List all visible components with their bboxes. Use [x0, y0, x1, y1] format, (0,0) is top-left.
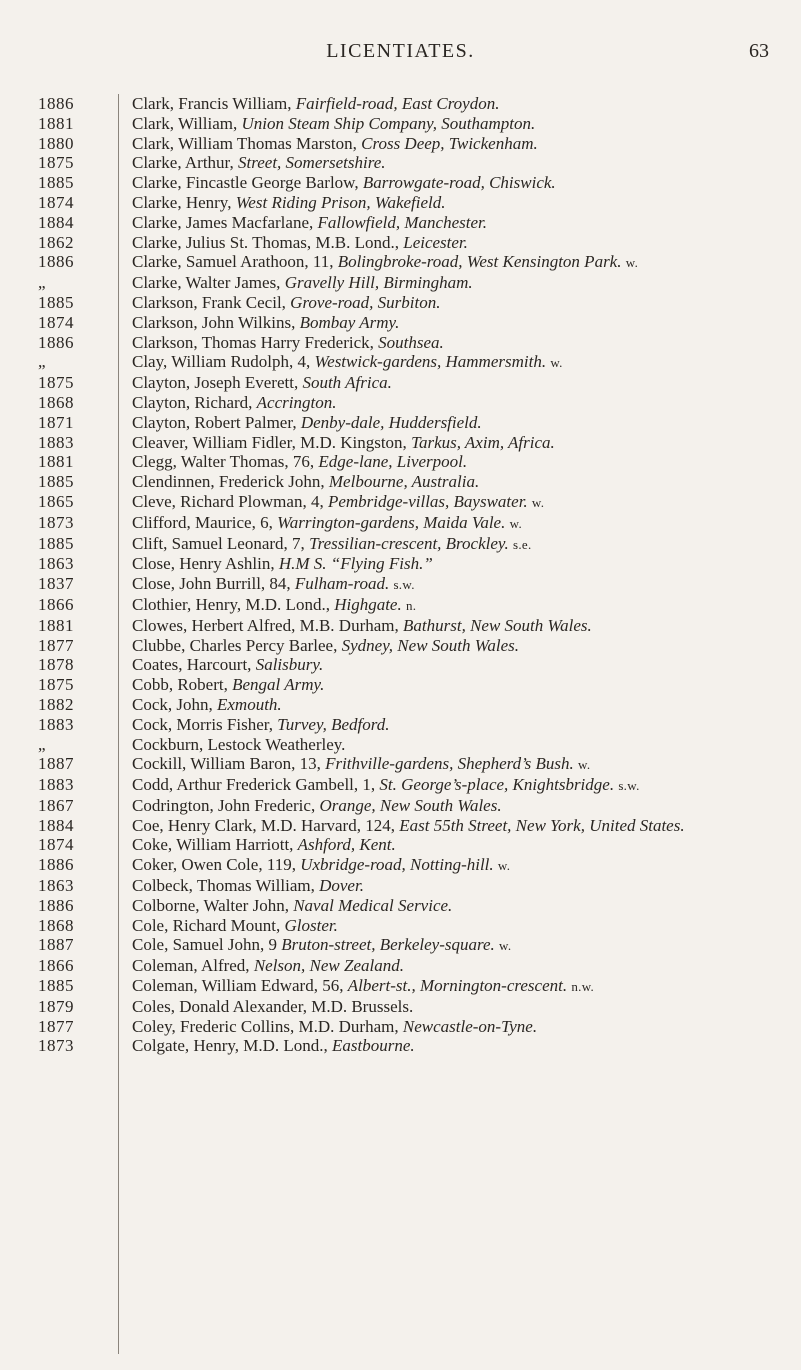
entry-address: Sydney, New South Wales.: [341, 635, 519, 655]
entry-text: [132, 233, 792, 253]
entry-text: [132, 715, 792, 735]
entry-text: [132, 574, 792, 595]
list-item: [0, 492, 801, 513]
list-item: [0, 715, 801, 735]
entry-address: Gloster.: [284, 915, 338, 935]
entry-text: [132, 134, 792, 154]
entry-year: 1880: [38, 133, 74, 153]
entry-address: Leicester.: [403, 232, 468, 252]
entry-postal-district: s.w.: [393, 577, 415, 593]
entry-text: [132, 333, 792, 353]
entry-name: Coles, Donald Alexander, M.D. Brussels.: [132, 996, 414, 1016]
entry-name: Cleve, Richard Plowman, 4,: [132, 491, 328, 511]
entry-text: [132, 595, 792, 616]
entry-year: 1874: [38, 312, 74, 332]
entry-address: Bathurst, New South Wales.: [403, 615, 592, 635]
entry-text: [132, 153, 792, 173]
list-item: [0, 413, 801, 433]
list-item: [0, 735, 801, 755]
entry-year: 1883: [38, 432, 74, 452]
entry-name: Coker, Owen Cole, 119,: [132, 855, 301, 875]
list-item: [0, 916, 801, 936]
entry-address: Bruton-street, Berkeley-square.: [281, 935, 495, 955]
entry-name: Cock, John,: [132, 694, 217, 714]
list-item: [0, 876, 801, 896]
entry-address: Fulham-road.: [294, 574, 390, 594]
entry-name: Clarke, Henry,: [132, 192, 236, 212]
entry-postal-district: s.w.: [618, 778, 640, 794]
page-number: 63: [749, 40, 769, 62]
entry-name: Cole, Samuel John, 9: [132, 935, 282, 955]
entry-year: 1863: [38, 554, 74, 574]
entry-year: 1881: [38, 113, 74, 133]
entry-year: 1879: [38, 996, 74, 1016]
entry-year: 1875: [38, 675, 74, 695]
entry-name: Coleman, William Edward, 56,: [132, 976, 348, 996]
entry-text: [132, 935, 792, 956]
entry-address: Union Steam Ship Company, Southampton.: [241, 113, 536, 133]
entry-name: Colbeck, Thomas William,: [132, 876, 320, 896]
list-item: [0, 233, 801, 253]
entry-year: 1873: [38, 1036, 74, 1056]
list-item: [0, 134, 801, 154]
entry-address: Uxbridge-road, Notting-hill.: [300, 855, 494, 875]
list-item: [0, 433, 801, 453]
list-item: [0, 896, 801, 916]
entry-name: Colborne, Walter John,: [132, 895, 294, 915]
entry-name: Clift, Samuel Leonard, 7,: [132, 533, 310, 553]
entry-postal-district: w.: [497, 858, 511, 874]
entry-text: [132, 655, 792, 675]
entry-name: Clarke, Fincastle George Barlow,: [132, 173, 363, 193]
entry-address: Gravelly Hill, Birmingham.: [284, 273, 473, 293]
entry-year: 1874: [38, 192, 74, 212]
entry-address: Orange, New South Wales.: [319, 795, 502, 815]
entry-text: [132, 273, 792, 293]
page-title: LICENTIATES.: [326, 40, 475, 62]
entry-text: [132, 472, 792, 492]
entry-address: Southsea.: [378, 332, 444, 352]
entry-year: 1865: [38, 491, 74, 511]
entry-year: 1885: [38, 292, 74, 312]
entry-name: Clarkson, John Wilkins,: [132, 312, 300, 332]
entry-address: Fairfield-road, East Croydon.: [295, 94, 500, 113]
list-item: [0, 1017, 801, 1037]
entry-name: Clendinnen, Frederick John,: [132, 472, 329, 492]
entry-address: Bolingbroke-road, West Kensington Park.: [337, 252, 622, 272]
entry-address: South Africa.: [302, 373, 392, 393]
entry-text: [132, 114, 792, 134]
entry-year: 1886: [38, 252, 74, 272]
list-item: [0, 935, 801, 956]
entry-year: 1868: [38, 915, 74, 935]
entry-year: 1873: [38, 512, 74, 532]
list-item: [0, 754, 801, 775]
entry-text: [132, 373, 792, 393]
entry-year: 1884: [38, 212, 74, 232]
list-item: [0, 956, 801, 976]
entry-year: 1887: [38, 754, 74, 774]
entry-year: 1866: [38, 956, 74, 976]
entry-text: [132, 534, 792, 555]
entry-address: Ashford, Kent.: [297, 835, 396, 855]
list-item: [0, 675, 801, 695]
list-item: [0, 352, 801, 373]
entry-year: 1867: [38, 795, 74, 815]
entry-text: [132, 492, 792, 513]
entry-text: [132, 775, 792, 796]
entry-name: Clothier, Henry, M.D. Lond.,: [132, 594, 335, 614]
entry-year: 1874: [38, 835, 74, 855]
entry-name: Clarke, Julius St. Thomas, M.B. Lond.,: [132, 232, 404, 252]
entry-address: Accrington.: [256, 392, 337, 412]
list-item: [0, 655, 801, 675]
entry-address: West Riding Prison, Wakefield.: [235, 192, 446, 212]
entry-text: [132, 735, 792, 755]
entry-year: 1877: [38, 635, 74, 655]
entry-postal-district: n.: [405, 597, 417, 613]
entry-year: 1866: [38, 594, 74, 614]
entry-text: [132, 616, 792, 636]
entry-postal-district: n.w.: [571, 979, 595, 995]
entry-name: Clayton, Richard,: [132, 392, 257, 412]
entry-name: Cole, Richard Mount,: [132, 915, 285, 935]
entry-text: [132, 835, 792, 855]
entry-text: [132, 855, 792, 876]
entry-year: 1886: [38, 895, 74, 915]
entry-text: [132, 413, 792, 433]
entry-name: Clarke, James Macfarlane,: [132, 212, 318, 232]
list-item: [0, 796, 801, 816]
list-item: [0, 695, 801, 715]
entry-text: [132, 636, 792, 656]
entry-text: [132, 876, 792, 896]
entry-year: 1885: [38, 173, 74, 193]
entry-postal-district: w.: [499, 938, 512, 954]
entry-postal-district: w.: [625, 255, 639, 271]
entry-name: Clay, William Rudolph, 4,: [132, 352, 315, 372]
entry-address: Pembridge-villas, Bayswater.: [327, 491, 528, 511]
list-item: [0, 293, 801, 313]
entry-name: Coe, Henry Clark, M.D. Harvard, 124,: [132, 815, 400, 835]
entry-name: Colgate, Henry, M.D. Lond.,: [132, 1036, 333, 1056]
entry-text: [132, 976, 792, 997]
entry-text: [132, 252, 792, 273]
entry-text: [132, 513, 792, 534]
entry-year: 1862: [38, 232, 74, 252]
entry-text: [132, 754, 792, 775]
running-head: [0, 40, 801, 68]
entry-name: Clayton, Robert Palmer,: [132, 412, 301, 432]
entry-text: [132, 1017, 792, 1037]
entry-name: Clayton, Joseph Everett,: [132, 373, 303, 393]
entry-name: Clarke, Arthur,: [132, 153, 239, 173]
list-item: [0, 554, 801, 574]
list-item: [0, 976, 801, 997]
entry-address: Newcastle-on-Tyne.: [402, 1016, 538, 1036]
entry-year: 1881: [38, 615, 74, 635]
list-item: [0, 616, 801, 636]
list-item: [0, 273, 801, 293]
entry-address: Fallowfield, Manchester.: [317, 212, 488, 232]
entry-address: Dover.: [319, 876, 364, 896]
entry-address: Albert-st., Mornington-crescent.: [347, 976, 568, 996]
entry-address: Nelson, New Zealand.: [253, 956, 404, 976]
entry-name: Cockburn, Lestock Weatherley.: [132, 734, 346, 754]
entry-year: 1883: [38, 714, 74, 734]
entry-year: 1885: [38, 472, 74, 492]
list-item: [0, 513, 801, 534]
entry-year: 1877: [38, 1016, 74, 1036]
entry-name: Cleaver, William Fidler, M.D. Kingston,: [132, 432, 412, 452]
entry-address: Cross Deep, Twickenham.: [361, 133, 538, 153]
list-item: [0, 193, 801, 213]
entry-text: [132, 94, 792, 114]
list-item: [0, 855, 801, 876]
entry-year: 1881: [38, 452, 74, 472]
list-item: [0, 775, 801, 796]
list-item: [0, 94, 801, 114]
entry-address: Grove-road, Surbiton.: [290, 292, 441, 312]
entry-name: Cockill, William Baron, 13,: [132, 754, 326, 774]
list-item: [0, 1036, 801, 1056]
entry-list: [0, 94, 801, 1056]
entry-year: 1863: [38, 876, 74, 896]
entry-text: [132, 173, 792, 193]
entry-year: 1886: [38, 94, 74, 113]
entry-name: Coke, William Harriott,: [132, 835, 298, 855]
entry-name: Clubbe, Charles Percy Barlee,: [132, 635, 342, 655]
entry-address: Street, Somersetshire.: [238, 153, 386, 173]
entry-name: Coleman, Alfred,: [132, 956, 254, 976]
list-item: [0, 393, 801, 413]
entry-text: [132, 896, 792, 916]
entry-address: Salisbury.: [255, 655, 324, 675]
entry-name: Close, Henry Ashlin,: [132, 554, 279, 574]
entry-address: Eastbourne.: [332, 1036, 415, 1056]
entry-text: [132, 1036, 792, 1056]
entry-year: 1883: [38, 775, 74, 795]
entry-address: Edge-lane, Liverpool.: [318, 452, 468, 472]
entry-year: 1885: [38, 976, 74, 996]
entry-name: Clifford, Maurice, 6,: [132, 512, 278, 532]
list-item: [0, 373, 801, 393]
entry-name: Clarke, Walter James,: [132, 273, 285, 293]
entry-year: 1875: [38, 373, 74, 393]
entry-text: [132, 956, 792, 976]
entry-address: Highgate.: [334, 594, 402, 614]
entry-postal-district: w.: [550, 355, 563, 371]
list-item: [0, 213, 801, 233]
entry-address: Bombay Army.: [299, 312, 400, 332]
list-item: [0, 595, 801, 616]
entry-year: 1875: [38, 153, 74, 173]
entry-text: [132, 452, 792, 472]
entry-year: 1882: [38, 694, 74, 714]
entry-address: Tarkus, Axim, Africa.: [411, 432, 555, 452]
entry-year: „: [38, 352, 47, 372]
entry-address: East 55th Street, New York, United States.: [399, 815, 685, 835]
entry-name: Codrington, John Frederic,: [132, 795, 320, 815]
entry-year: 1878: [38, 655, 74, 675]
entry-name: Clarke, Samuel Arathoon, 11,: [132, 252, 338, 272]
entry-name: Cock, Morris Fisher,: [132, 714, 278, 734]
entry-address: Denby-dale, Huddersfield.: [300, 412, 482, 432]
entry-postal-district: w.: [578, 757, 591, 773]
entry-name: Coley, Frederic Collins, M.D. Durham,: [132, 1016, 403, 1036]
entry-year: 1837: [38, 574, 74, 594]
entry-year: 1887: [38, 935, 74, 955]
list-item: [0, 333, 801, 353]
entry-name: Clegg, Walter Thomas, 76,: [132, 452, 319, 472]
entry-address: Bengal Army.: [232, 675, 325, 695]
entry-address: Tressilian-crescent, Brockley.: [309, 533, 509, 553]
list-item: [0, 835, 801, 855]
list-item: [0, 574, 801, 595]
entry-address: Turvey, Bedford.: [277, 714, 390, 734]
list-item: [0, 534, 801, 555]
entry-year: 1884: [38, 815, 74, 835]
entry-address: St. George’s-place, Knightsbridge.: [379, 775, 615, 795]
list-item: [0, 472, 801, 492]
entry-text: [132, 916, 792, 936]
entry-text: [132, 796, 792, 816]
entry-text: [132, 193, 792, 213]
entry-name: Clarkson, Frank Cecil,: [132, 292, 291, 312]
entry-year: „: [38, 273, 47, 293]
list-item: [0, 636, 801, 656]
entry-text: [132, 313, 792, 333]
entry-name: Clarkson, Thomas Harry Frederick,: [132, 332, 379, 352]
entry-address: Exmouth.: [217, 694, 282, 714]
entry-text: [132, 393, 792, 413]
entry-address: Frithville-gardens, Shepherd’s Bush.: [325, 754, 574, 774]
entry-year: 1868: [38, 392, 74, 412]
entry-text: [132, 816, 792, 836]
list-item: [0, 997, 801, 1017]
entry-year: 1885: [38, 533, 74, 553]
entry-text: [132, 675, 792, 695]
entry-year: 1886: [38, 332, 74, 352]
entry-name: Clark, William,: [132, 113, 242, 133]
list-item: [0, 252, 801, 273]
entry-address: Melbourne, Australia.: [328, 472, 480, 492]
entry-address: Westwick-gardens, Hammersmith.: [314, 352, 547, 372]
entry-text: [132, 997, 792, 1017]
list-item: [0, 816, 801, 836]
entry-year: „: [38, 734, 47, 754]
entry-address: H.M S. “Flying Fish.”: [278, 554, 433, 574]
list-item: [0, 452, 801, 472]
entry-postal-district: s.e.: [513, 536, 532, 552]
entry-name: Coates, Harcourt,: [132, 655, 256, 675]
entry-name: Clark, William Thomas Marston,: [132, 133, 362, 153]
entry-name: Clark, Francis William,: [132, 94, 296, 113]
entry-name: Close, John Burrill, 84,: [132, 574, 295, 594]
entry-text: [132, 695, 792, 715]
entry-text: [132, 293, 792, 313]
entry-address: Barrowgate-road, Chiswick.: [362, 173, 556, 193]
entry-name: Cobb, Robert,: [132, 675, 233, 695]
entry-text: [132, 433, 792, 453]
entry-text: [132, 213, 792, 233]
list-item: [0, 153, 801, 173]
entry-text: [132, 352, 792, 373]
list-item: [0, 173, 801, 193]
entry-name: Clowes, Herbert Alfred, M.B. Durham,: [132, 615, 404, 635]
list-item: [0, 313, 801, 333]
entry-postal-district: w.: [531, 494, 545, 510]
entry-year: 1871: [38, 412, 74, 432]
entry-address: Naval Medical Service.: [293, 895, 453, 915]
entry-year: 1886: [38, 855, 74, 875]
entry-name: Codd, Arthur Frederick Gambell, 1,: [132, 775, 380, 795]
list-item: [0, 114, 801, 134]
entry-text: [132, 554, 792, 574]
entry-postal-district: w.: [509, 515, 523, 531]
entry-address: Warrington-gardens, Maida Vale.: [277, 512, 506, 532]
